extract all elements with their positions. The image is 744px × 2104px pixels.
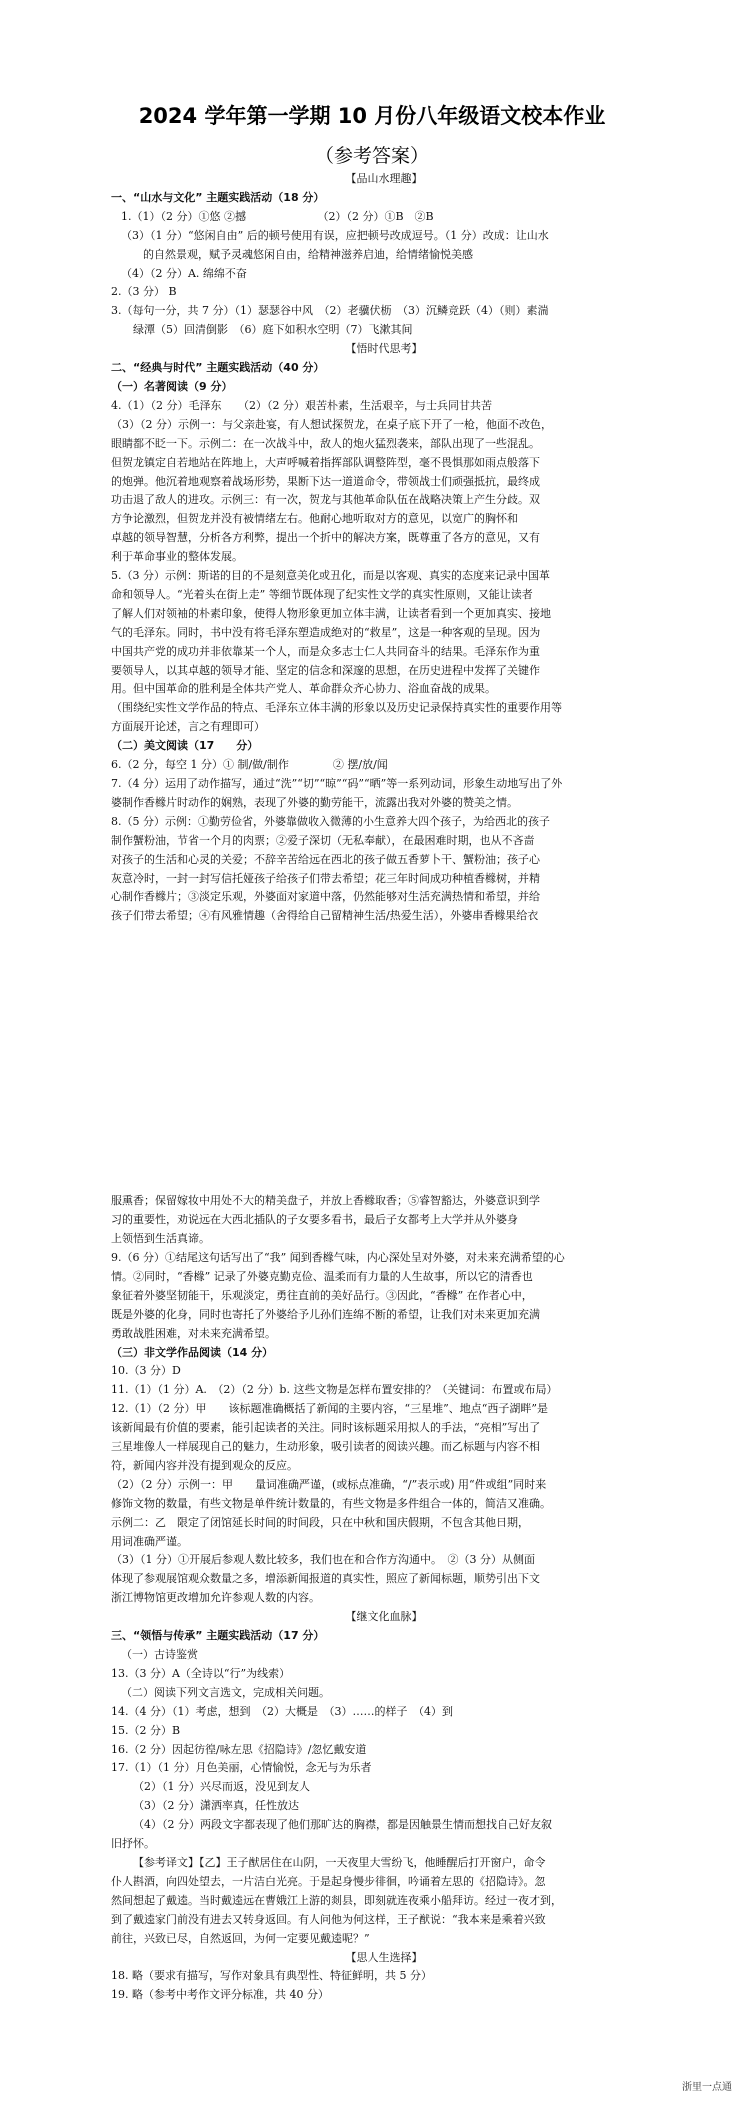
answer-line: 10.（3 分）D [111, 1364, 181, 1378]
answer-line: 灰意冷时，一封一封写信托娅孩子给孩子们带去希望；花三年时间成功种植香橼树，并精 [111, 871, 540, 885]
answer-line: 情。②同时，“香橼” 记录了外婆克勤克俭、温柔而有力量的人生故事，所以它的清香也 [111, 1269, 533, 1283]
answer-line: （4）（2 分）两段文字都表现了他们那旷达的胸襟，都是因触景生情而想找自己好友叙 [133, 1818, 552, 1832]
answer-line: 既是外婆的化身，同时也寄托了外婆给予儿孙们连绵不断的希望，让我们对未来更加充满 [111, 1307, 540, 1321]
answer-line: （2）（2 分）示例一：甲 量词准确严谨，(或标点准确，“/”表示或) 用“件或组”同时来 [111, 1477, 547, 1491]
answer-block-lower [111, 1192, 657, 2005]
answer-line: 5.（3 分）示例：斯诺的目的不是刻意美化或丑化，而是以客观、真实的态度来记录中国革 [111, 569, 550, 583]
answer-block-upper [111, 170, 657, 926]
answer-line: 功击退了敌人的进攻。示例三：有一次，贺龙与其他革命队伍在战略决策上产生分歧。双 [111, 493, 540, 507]
answer-line: 气的毛泽东。同时，书中没有将毛泽东塑造成绝对的“救星”，这是一种客观的呈现。因为 [111, 625, 541, 639]
answer-line: 了解人们对领袖的朴素印象，使得人物形象更加立体丰满，让读者看到一个更加真实、接地 [111, 606, 551, 620]
answer-line: 符，新闻内容并没有提到观众的反应。 [111, 1458, 298, 1472]
answer-line: （3）（1 分）①开展后参观人数比较多，我们也在和合作方沟通中。 ②（3 分）从侧面 [111, 1553, 535, 1567]
document-subtitle: （参考答案） [314, 145, 429, 167]
answer-content [111, 170, 657, 2005]
answer-line: 然间想起了戴逵。当时戴逵远在曹娥江上游的剡县，即刻就连夜乘小船拜访。经过一夜才到， [111, 1893, 562, 1907]
answer-line: 利于革命事业的整体发展。 [111, 550, 243, 564]
answer-line: 中国共产党的成功并非依靠某一个人，而是众多志士仁人共同奋斗的结果。毛泽东作为重 [111, 644, 540, 658]
document-title: 2024 学年第一学期 10 月份八年级语文校本作业 [138, 104, 606, 128]
answer-line: 用。但中国革命的胜利是全体共产党人、革命群众齐心协力、浴血奋战的成果。 [111, 682, 496, 696]
answer-line: 15.（2 分）B [111, 1723, 181, 1737]
answer-line: 19. 略（参考中考作文评分标准，共 40 分） [111, 1988, 329, 2002]
part-heading: 二、“经典与时代” 主题实践活动（40 分） [111, 361, 325, 375]
part-heading: （三）非文学作品阅读（14 分） [111, 1345, 274, 1359]
answer-line: （一）古诗鉴赏 [121, 1648, 198, 1661]
section-heading: 【悟时代思考】 [345, 342, 423, 356]
part-heading: （一）名著阅读（9 分） [111, 379, 233, 393]
section-heading: 【思人生选择】 [345, 1950, 423, 1964]
answer-line: 孩子们带去希望；④有风雅情趣（舍得给自己留精神生活/热爱生活），外婆串香橼果给衣 [111, 909, 539, 923]
watermark-footer: 浙里一点通 [682, 2082, 732, 2093]
answer-line: 要领导人，以其卓越的领导才能、坚定的信念和深邃的思想，在历史进程中发挥了关键作 [111, 663, 540, 677]
answer-line: （2）（1 分）兴尽而返，没见到友人 [133, 1780, 310, 1794]
answer-line: 命和领导人。“光着头在街上走” 等细节既体现了纪实性文学的真实性原则，又能让读者 [111, 587, 533, 601]
answer-line: 对孩子的生活和心灵的关爱；不辞辛苦给远在西北的孩子做五香萝卜干、蟹粉油；孩子心 [111, 852, 540, 866]
answer-line: 旧抒怀。 [111, 1837, 155, 1851]
answer-line: 方面展开论述，言之有理即可） [111, 720, 265, 734]
answer-line: 该新闻最有价值的要素，能引起读者的关注。同时该标题采用拟人的手法，“亮相”写出了 [111, 1421, 541, 1435]
answer-line: 11.（1）（1 分）A. （2）（2 分）b. 这些文物是怎样布置安排的？（关键词：布置或布局） [111, 1383, 558, 1397]
section-heading: 【继文化血脉】 [345, 1610, 423, 1624]
answer-line: 习的重要性，劝说远在大西北插队的子女要多看书，最后子女都考上大学并从外婆身 [111, 1213, 518, 1227]
answer-line: 前往，兴致已尽，自然返回，为何一定要见戴逵呢？” [111, 1931, 370, 1945]
answer-line: 12.（1）（2 分）甲 该标题准确概括了新闻的主要内容，“三星堆”、地点“西子湖畔”是 [111, 1402, 548, 1416]
answer-line: 婆制作香橼片时动作的娴熟，表现了外婆的勤劳能干，流露出我对外婆的赞美之情。 [111, 795, 518, 809]
answer-line: 示例二：乙 限定了闭馆延长时间的时间段，只在中秋和国庆假期，不包含其他日期， [111, 1515, 529, 1529]
answer-line: 【参考译文】【乙】王子猷居住在山阴，一天夜里大雪纷飞，他睡醒后打开窗户，命令 [133, 1855, 546, 1869]
answer-line: 4.（1）（2 分）毛泽东 （2）（2 分）艰苦朴素，生活艰辛，与士兵同甘共苦 [111, 398, 492, 412]
answer-line: 6.（2 分，每空 1 分）① 制/做/制作 ② 摆/放/闻 [111, 758, 388, 772]
answer-line: 8.（5 分）示例：①勤劳俭省，外婆靠做收入微薄的小生意养大四个孩子，为给西北的孩子 [111, 814, 550, 828]
part-heading: 一、“山水与文化” 主题实践活动（18 分） [111, 190, 325, 204]
part-heading: （二）美文阅读（17 分） [111, 739, 259, 753]
answer-line: （3）（2 分）示例一：与父亲赴宴，有人想试探贺龙，在桌子底下开了一枪，他面不改色， [111, 417, 552, 431]
answer-line: 14.（4 分）（1）考虑，想到 （2）大概是 （3）……的样子 （4）到 [111, 1704, 453, 1718]
answer-line: 制作蟹粉油，节省一个月的肉票；②爱子深切（无私奉献），在最困难时期，也从不吝啬 [111, 833, 535, 847]
answer-line: 2.（3 分） B [111, 285, 177, 299]
answer-line: 象征着外婆坚韧能干，乐观淡定，勇往直前的美好品行。③因此，“香橼” 在作者心中， [111, 1288, 533, 1302]
answer-line: 17.（1）（1 分）月色美丽，心情愉悦，念无与为乐者 [111, 1761, 372, 1775]
answer-line: 13.（3 分）A（全诗以“行”为线索） [111, 1666, 291, 1680]
answer-line: 绿潭（5）回清倒影 （6）庭下如积水空明（7）飞漱其间 [133, 323, 413, 337]
answer-line: 1.（1）（2 分）①悠 ②撼 （2）（2 分）①B ②B [121, 209, 434, 223]
answer-line: 3.（每句一分，共 7 分）（1）瑟瑟谷中风 （2）老骥伏枥 （3）沉鳞竞跃（4）（则）素湍 [111, 304, 549, 318]
answer-line: 的自然景观，赋予灵魂悠闲自由，给精神滋养启迪，给情绪愉悦美感 [143, 247, 473, 261]
answer-line: 用词准确严谨。 [111, 1534, 188, 1548]
answer-line: 体现了参观展馆观众数量之多，增添新闻报道的真实性，照应了新闻标题，顺势引出下文 [111, 1572, 540, 1586]
answer-line: 三星堆像人一样展现自己的魅力，生动形象，吸引读者的阅读兴趣。而乙标题与内容不相 [111, 1440, 540, 1454]
answer-line: 心制作香橼片；③淡定乐观，外婆面对家道中落，仍然能够对生活充满热情和希望，并给 [111, 890, 540, 904]
answer-line: 勇敢战胜困难，对未来充满希望。 [111, 1326, 276, 1340]
answer-line: 的炮弹。他沉着地观察着战场形势，果断下达一道道命令，带领战士们顽强抵抗，最终成 [111, 474, 540, 488]
answer-line: 7.（4 分）运用了动作描写，通过“洗”“切”“晾”“码”“晒”等一系列动词，形象生动地写出了外 [111, 777, 563, 790]
answer-line: 方争论激烈，但贺龙并没有被情绪左右。他耐心地听取对方的意见，以宽广的胸怀和 [111, 512, 518, 526]
part-heading: 三、“领悟与传承” 主题实践活动（17 分） [111, 1629, 325, 1643]
answer-line: 18. 略（要求有描写，写作对象具有典型性、特征鲜明，共 5 分） [111, 1969, 432, 1983]
answer-line: （3）（1 分）“悠闲自由” 后的顿号使用有误，应把顿号改成逗号。（1 分）改成：让山水 [121, 228, 549, 242]
answer-line: 9.（6 分）①结尾这句话写出了“我” 闻到香橼气味，内心深处呈对外婆，对未来充满希望的心 [111, 1250, 565, 1264]
blank-gap [111, 926, 657, 1192]
answer-line: 仆人斟酒，向四处望去，一片洁白光亮。于是起身慢步徘徊，吟诵着左思的《招隐诗》。忽 [111, 1874, 546, 1888]
answer-line: 16.（2 分）因起彷徨/咏左思《招隐诗》/忽忆戴安道 [111, 1742, 367, 1756]
section-heading: 【品山水理趣】 [345, 172, 423, 185]
answer-line: 浙江博物馆更改增加允许参观人数的内容。 [111, 1591, 320, 1605]
answer-line: （3）（2 分）潇洒率真，任性放达 [133, 1799, 299, 1813]
answer-line: 卓越的领导智慧，分析各方利弊，提出一个折中的解决方案，既尊重了各方的意见，又有 [111, 531, 540, 545]
answer-line: 修饰文物的数量，有些文物是单件统计数量的，有些文物是多件组合一体的，简洁又准确。 [111, 1496, 551, 1510]
answer-line: 但贺龙镇定自若地站在阵地上，大声呼喊着指挥部队调整阵型，毫不畏惧那如雨点般落下 [111, 455, 540, 469]
answer-line: （二）阅读下列文言选文，完成相关问题。 [121, 1685, 330, 1699]
answer-line: 服熏香；保留嫁妆中用处不大的精美盘子，并放上香橼取香；⑤睿智豁达，外婆意识到学 [111, 1194, 540, 1208]
answer-line: 上领悟到生活真谛。 [111, 1232, 210, 1246]
answer-line: 眼睛都不眨一下。示例二：在一次战斗中，敌人的炮火猛烈袭来，部队出现了一些混乱。 [111, 436, 540, 450]
answer-line: （围绕纪实性文学作品的特点、毛泽东立体丰满的形象以及历史记录保持真实性的重要作用等 [111, 701, 562, 715]
answer-line: （4）（2 分）A. 绵绵不奋 [121, 266, 247, 280]
answer-line: 到了戴逵家门前没有进去又转身返回。有人问他为何这样，王子猷说：“我本来是乘着兴致 [111, 1912, 546, 1926]
